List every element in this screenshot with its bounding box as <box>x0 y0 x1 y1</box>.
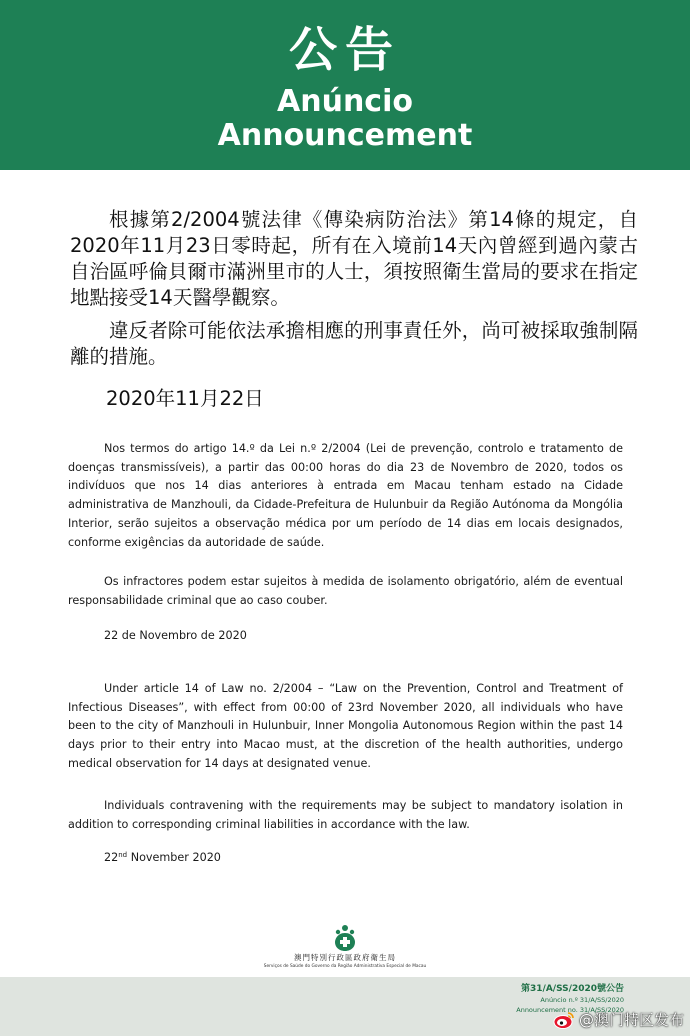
department-name-portuguese: Serviços de Saúde do Governo da Região Administrativa Especial de Macau <box>263 964 427 969</box>
title-portuguese: Anúncio <box>277 84 413 119</box>
reference-number-portuguese: Anúncio n.º 31/A/SS/2020 <box>540 996 624 1004</box>
announcement-header <box>0 0 690 170</box>
reference-number-english: Announcement no. 31/A/SS/2020 <box>516 1006 624 1014</box>
watermark-text: @澳门特区发布 <box>578 1011 684 1029</box>
health-bureau-logo-icon <box>332 924 358 952</box>
portuguese-paragraph-2: Os infractores podem estar sujeitos à medida de isolamento obrigatório, além de eventual responsabilidade criminal que ao caso couber. <box>68 575 623 607</box>
english-date-suffix: nd <box>118 851 128 859</box>
weibo-icon <box>553 1010 575 1030</box>
chinese-date: 2020年11月22日 <box>106 387 264 410</box>
portuguese-paragraph-1: Nos termos do artigo 14.º da Lei n.º 2/2004 (Lei de prevenção, controlo e tratamento de doenças transmissíveis), a partir das 00:00 horas do dia 23 de Novembro de 2020, todos os indivíduos que nos 14 dias anteriores à entrada em Macau tenham estado na Cidade administrativa de Manzhouli, da Cidade-Prefeitura de Hulunbuir da Região Autónoma da Mongólia Interior, serão sujeitos a observação médica por um período de 14 dias em locais designados, conforme exigências da autoridade de saúde. <box>68 442 623 549</box>
english-date-day: 22 <box>104 851 119 864</box>
english-date <box>104 849 221 868</box>
chinese-paragraph-1: 根據第2/2004號法律《傳染病防治法》第14條的規定，自2020年11月23日零時起，所有在入境前14天內曾經到過內蒙古自治區呼倫貝爾市滿洲里市的人士，須按照衛生當局的要求在指定地點接受14天醫學觀察。 <box>70 208 638 309</box>
portuguese-date: 22 de Novembro de 2020 <box>104 629 247 642</box>
chinese-paragraph-2: 違反者除可能依法承擔相應的刑事責任外，尚可被採取強制隔離的措施。 <box>70 319 638 368</box>
title-english: Announcement <box>217 118 473 153</box>
reference-number-chinese: 第31/A/SS/2020號公告 <box>521 984 624 994</box>
weibo-watermark <box>553 1009 684 1031</box>
title-chinese: 公告 <box>288 22 401 78</box>
english-paragraph-1: Under article 14 of Law no. 2/2004 – “Law on the Prevention, Control and Treatment of Infectious Diseases”, with effect from 00:00 of 23rd November 2020, all individuals who have been to the city of Manzhouli in Hulunbuir, Inner Mongolia Autonomous Region within the past 14 days prior to their entry into Macao must, at the discretion of the health authorities, undergo medical observation for 14 days at designated venue. <box>68 682 623 770</box>
english-paragraph-2: Individuals contravening with the requirements may be subject to mandatory isolation in addition to corresponding criminal liabilities in accordance with the law. <box>68 799 623 831</box>
english-date-rest: November 2020 <box>127 851 221 864</box>
department-name-chinese: 澳門特別行政區政府衛生局 <box>294 953 396 962</box>
